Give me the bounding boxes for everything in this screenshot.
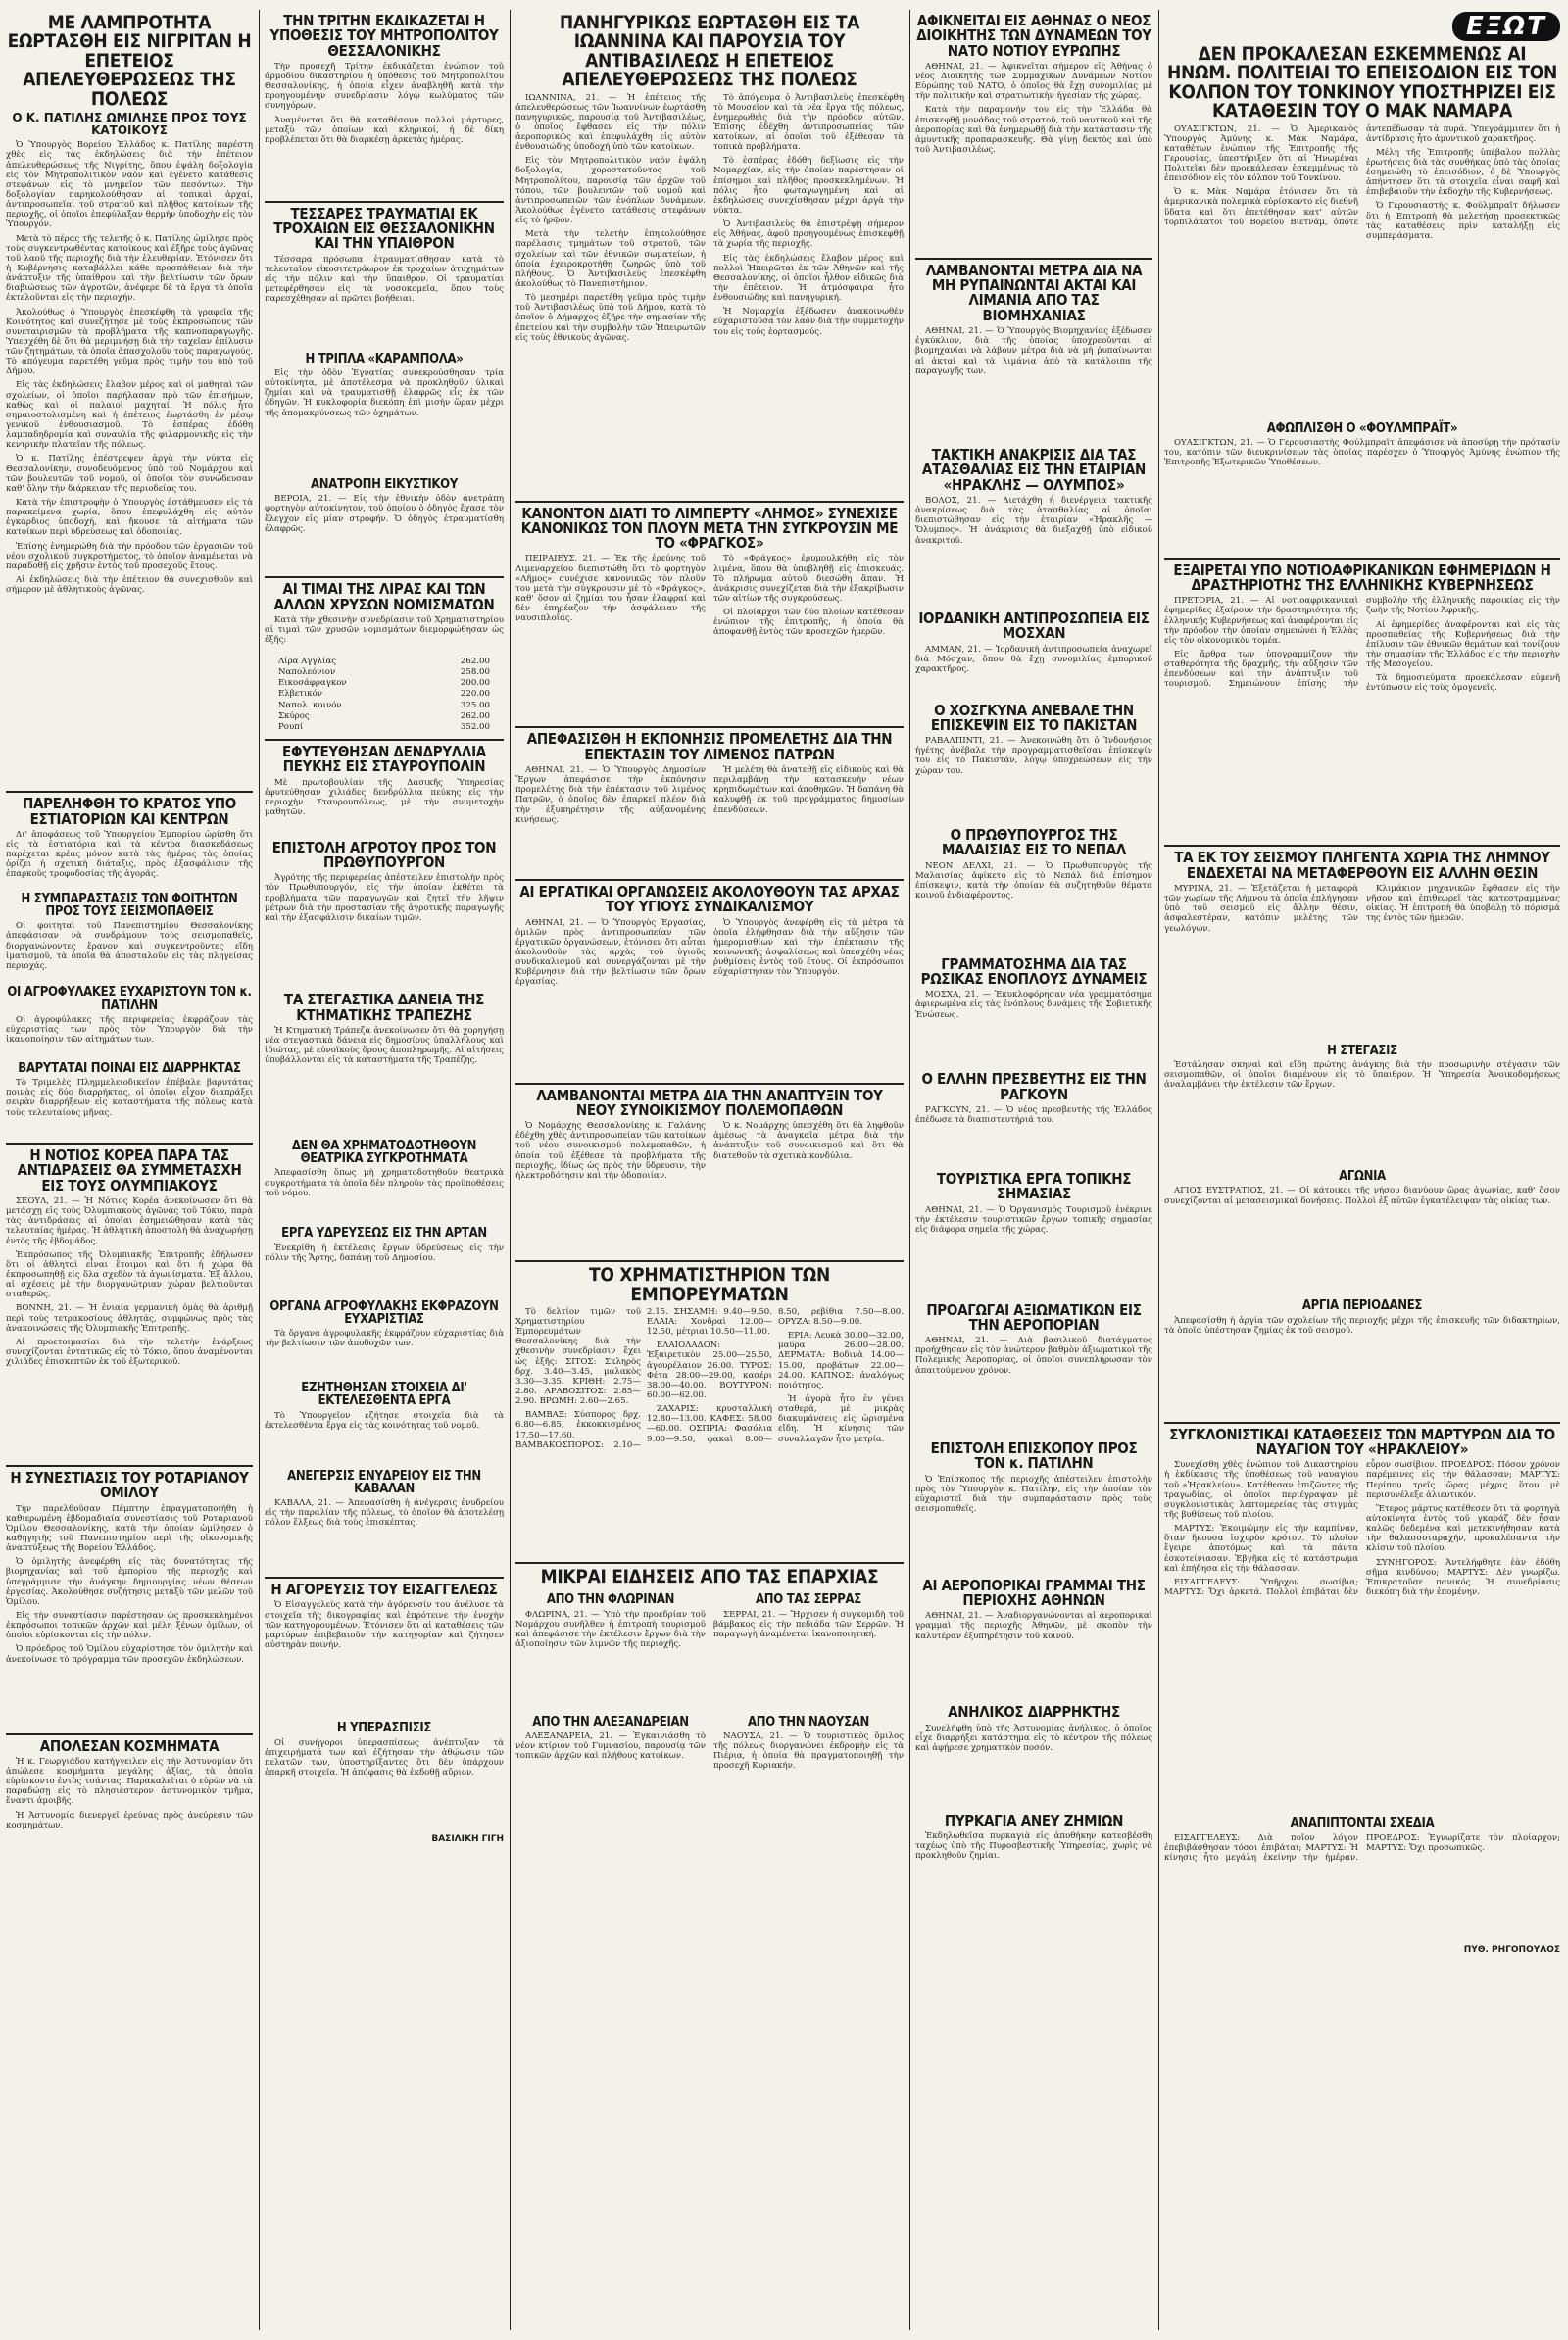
headline: ΑΙ ΕΡΓΑΤΙΚΑΙ ΟΡΓΑΝΩΣΕΙΣ ΑΚΟΛΟΥΘΟΥΝ ΤΑΣ ΑΡΧΑΣ ΤΟΥ ΥΓΙΟΥΣ ΣΥΝΔΙΚΑΛΙΣΜΟΥ [519,882,900,916]
column-2 [265,10,504,2330]
table-row: Λίρα Αγγλίας 262.00 [278,656,490,666]
regional-news [515,1589,904,1837]
article-text: Συνελήφθη ὑπὸ τῆς Ἀστυνομίας ἀνήλικος, ὁ ὁποῖος εἶχε διαρρήξει κατάστημα εἰς τὸ κέντρον τῆς πόλεως καὶ ἀφῄρεσε χρηματικὸν ποσόν. [915,1723,1152,1753]
article-text: Τέσσαρα πρόσωπα ἐτραυματίσθησαν κατὰ τὸ τελευταῖον εἰκοσιτετράωρον ἐκ τροχαίων ἀτυχημάτων εἰς τὴν πόλιν καὶ τὴν ὕπαιθρον. Οἱ τραυματίαι μετεφέρθησαν εἰς τὰ νοσοκομεῖα, ὅπου τοὺς παρεσχέθησαν αἱ πρῶται βοήθειαι. [265,254,504,305]
headline: Η ΣΥΝΕΣΤΙΑΣΙΣ ΤΟΥ ΡΟΤΑΡΙΑΝΟΥ ΟΜΙΛΟΥ [10,1468,249,1502]
headline: ΣΥΓΚΛΟΝΙΣΤΙΚΑΙ ΚΑΤΑΘΕΣΕΙΣ ΤΩΝ ΜΑΡΤΥΡΩΝ ΔΙΑ ΤΟ ΝΑΥΑΓΙΟΝ ΤΟΥ «ΗΡΑΚΛΕΙΟΥ» [1169,1425,1555,1458]
subheadline: ΑΝΑΠΙΠΤΟΝΤΑΙ ΣΧΕΔΙΑ [1290,1816,1435,1831]
article-text: ΑΘΗΝΑΙ, 21. — Ἀναδιοργανώνονται αἱ ἀεροπορικαὶ γραμμαὶ τῆς περιοχῆς Ἀθηνῶν, μὲ σκοπὸν τὴν καλυτέραν ἐξυπηρέτησιν τοῦ κοινοῦ. [915,1611,1152,1641]
headline: ΜΕ ΛΑΜΠΡΟΤΗΤΑ ΕΩΡΤΑΣΘΗ ΕΙΣ ΝΙΓΡΙΤΑΝ Η ΕΠΕΤΕΙΟΣ ΑΠΕΛΕΥΘΕΡΩΣΕΩΣ ΤΗΣ ΠΟΛΕΩΣ [7,12,252,110]
article-text: ΚΑΒΑΛΑ, 21. — Ἀπεφασίσθη ἡ ἀνέγερσις ἐνυδρείου εἰς τὴν παραλίαν τῆς πόλεως, τὸ ὁποῖον θὰ ἀποτελέσῃ πόλον ἕλξεως διὰ τοὺς ἐπισκέπτας. [265,1498,504,1529]
article-text: Οἱ φοιτηταὶ τοῦ Πανεπιστημίου Θεσσαλονίκης ἀπεφάσισαν νὰ συνδράμουν τοὺς σεισμοπαθεῖς, διοργανώνοντες ἔρανον καὶ συγκεντροῦντες εἴδη ἱματισμοῦ, τὰ ὁποῖα θὰ ἀποσταλοῦν εἰς τὰς πληγείσας περιοχάς. [6,921,253,971]
headline: ΓΡΑΜΜΑΤΟΣΗΜΑ ΔΙΑ ΤΑΣ ΡΩΣΙΚΑΣ ΕΝΟΠΛΟΥΣ ΔΥΝΑΜΕΙΣ [920,954,1148,989]
article-text: ΒΕΡΟΙΑ, 21. — Εἰς τὴν ἐθνικὴν ὁδὸν ἀνετράπη φορτηγὸν αὐτοκίνητον, τοῦ ὁποίου ὁ ὁδηγὸς ἔχασε τὸν ἔλεγχον εἰς μίαν στροφήν. Ὁ ὁδηγὸς ἐτραυματίσθη ἐλαφρῶς. [265,494,504,534]
headline: Ο ΧΟΣΓΚΥΝΑ ΑΝΕΒΑΛΕ ΤΗΝ ΕΠΙΣΚΕΨΙΝ ΕΙΣ ΤΟ ΠΑΚΙΣΤΑΝ [930,701,1138,734]
headline: ΤΗΝ ΤΡΙΤΗΝ ΕΚΔΙΚΑΖΕΤΑΙ Η ΥΠΟΘΕΣΙΣ ΤΟΥ ΜΗΤΡΟΠΟΛΙΤΟΥ ΘΕΣΣΑΛΟΝΙΚΗΣ [270,12,499,60]
article-text: Ἀπεφασίσθη ἡ ἀργία τῶν σχολείων τῆς περιοχῆς μέχρι τῆς ἐπισκευῆς τῶν διδακτηρίων, τὰ ὁποῖα ὑπέστησαν ζημίας ἐκ τοῦ σεισμοῦ. [1164,1315,1560,1336]
headline: ΤΑ ΕΚ ΤΟΥ ΣΕΙΣΜΟΥ ΠΛΗΓΕΝΤΑ ΧΩΡΙΑ ΤΗΣ ΛΗΜΝΟΥ ΕΝΔΕΧΕΤΑΙ ΝΑ ΜΕΤΑΦΕΡΘΟΥΝ ΕΙΣ ΑΛΛΗΝ ΘΕΣΙΝ [1174,849,1550,882]
headline: ΟΙ ΑΓΡΟΦΥΛΑΚΕΣ ΕΥΧΑΡΙΣΤΟΥΝ ΤΟΝ κ. ΠΑΤΙΛΗΝ [7,985,252,1013]
article-text: Τὴν παρελθοῦσαν Πέμπτην ἐπραγματοποιήθη ἡ καθιερωμένη ἑβδομαδιαία συνεστίασις τοῦ Ροταριανοῦ Ὁμίλου Θεσσαλονίκης, κατὰ τὴν ὁποίαν ὡμίλησεν ὁ καθηγητὴς τοῦ Πανεπιστημίου περὶ τῆς οἰκονομικῆς ἀναπτύξεως τῆς Βορείου Ἑλλάδος. Ὁ ὁμιλητὴς ἀνεφέρθη εἰς τὰς δυνατότητας τῆς βιομηχανίας καὶ τοῦ ἐμπορίου τῆς περιοχῆς καὶ ὑπεγράμμισε τὴν ἀνάγκην δημιουργίας νέων θέσεων ἐργασίας. Ἀκολούθησε συζήτησις μεταξὺ τῶν μελῶν τοῦ Ὁμίλου. Εἰς τὴν συνεστίασιν παρέστησαν ὡς προσκεκλημένοι ἐκπρόσωποι τοπικῶν ἀρχῶν καὶ μέλη ξένων ὁμίλων, οἱ ὁποῖοι εὑρίσκονται εἰς τὴν πόλιν. Ὁ πρόεδρος τοῦ Ὁμίλου εὐχαρίστησε τὸν ὁμιλητὴν καὶ ἀνεκοίνωσε τὸ πρόγραμμα τῶν προσεχῶν ἐκδηλώσεων. [6,1503,253,1665]
article-text: ΝΑΟΥΣΑ, 21. — Ὁ τουριστικὸς ὅμιλος τῆς πόλεως διοργανώνει ἐκδρομὴν εἰς τὰ Πιέρια, ἡ ὁποία θὰ πραγματοποιηθῇ τὴν προσεχῆ Κυριακήν. [713,1731,904,1772]
article-text: ΡΑΒΑΛΠΙΝΤΙ, 21. — Ἀνεκοινώθη ὅτι ὁ Ἰνδονήσιος ἡγέτης ἀνέβαλε τὴν προγραμματισθεῖσαν ἐπίσκεψίν του εἰς τὸ Πακιστάν, λόγῳ ὑποχρεώσεων εἰς τὴν χώραν του. [915,736,1152,776]
article-text: ΜΥΡΙΝΑ, 21. — Ἐξετάζεται ἡ μεταφορὰ τῶν χωρίων τῆς Λήμνου τὰ ὁποῖα ἐπλήγησαν ὑπὸ τοῦ σεισμοῦ εἰς ἄλλην θέσιν, ἀσφαλεστέραν, κατόπιν μελέτης τῶν γεωλόγων. Κλιμάκιον μηχανικῶν ἔφθασεν εἰς τὴν νῆσον καὶ ἐπιθεωρεῖ τὰς κατεστραμμένας οἰκίας. Ἡ ἐπιτροπὴ θὰ ὑποβάλῃ τὸ πόρισμά της ἐντὸς τῶν ἡμερῶν. [1164,883,1560,934]
article-text: Ἐνεκρίθη ἡ ἐκτέλεσις ἔργων ὑδρεύσεως εἰς τὴν πόλιν τῆς Ἄρτης, δαπάνῃ τοῦ Δημοσίου. [265,1243,504,1263]
article-text: ΑΘΗΝΑΙ, 21. — Διὰ βασιλικοῦ διατάγματος προήχθησαν εἰς τὸν ἀνώτερον βαθμὸν ἀξιωματικοὶ τῆς Πολεμικῆς Ἀεροπορίας, οἱ ὁποῖοι συνεπλήρωσαν τὸν ἀπαιτούμενον χρόνον. [915,1336,1152,1376]
headline: ΑΦΙΚΝΕΙΤΑΙ ΕΙΣ ΑΘΗΝΑΣ Ο ΝΕΟΣ ΔΙΟΙΚΗΤΗΣ ΤΩΝ ΔΥΝΑΜΕΩΝ ΤΟΥ ΝΑΤΟ ΝΟΤΙΟΥ ΕΥΡΩΠΗΣ [916,12,1152,60]
section-logo: ΕΞΩΤ [1452,12,1560,41]
article-text: Ὁ Νομάρχης Θεσσαλονίκης κ. Γαλάνης ἐδέχθη χθὲς ἀντιπροσωπείαν τῶν κατοίκων τοῦ νέου συνοικισμοῦ πολεμοπαθῶν, ἡ ὁποία τοῦ ἐξέθεσε τὰ προβλήματα τῆς περιοχῆς, ἰδίως ὡς πρὸς τὴν ὕδρευσιν, τὴν ἠλεκτροδότησιν καὶ τὴν ὁδοποιίαν. Ὁ κ. Νομάρχης ὑπεσχέθη ὅτι θὰ ληφθοῦν ἀμέσως τὰ ἀναγκαῖα μέτρα διὰ τὴν ἀνάπτυξιν τοῦ συνοικισμοῦ καὶ ὅτι θὰ διατεθοῦν τὰ σχετικὰ κονδύλια. [515,1121,904,1181]
table-row: Σκύρος 262.00 [278,710,490,721]
article-text: Ἀγρότης τῆς περιφερείας ἀπέστειλεν ἐπιστολὴν πρὸς τὸν Πρωθυπουργόν, εἰς τὴν ὁποίαν ἐκθέτει τὰ προβλήματα τῶν παραγωγῶν καὶ ζητεῖ τὴν λῆψιν μέτρων διὰ τὴν προστασίαν τῆς ἀγροτικῆς παραγωγῆς καὶ τὴν ἐξασφάλισιν δικαίων τιμῶν. [265,873,504,923]
article-text: Ἀπεφασίσθη ὅπως μὴ χρηματοδοτηθοῦν θεατρικὰ συγκροτήματα τὰ ὁποῖα δὲν πληροῦν τὰς προϋποθέσεις τοῦ νόμου. [265,1168,504,1198]
article-text: Ἐστάλησαν σκηναὶ καὶ εἴδη πρώτης ἀνάγκης διὰ τὴν προσωρινὴν στέγασιν τῶν σεισμοπαθῶν, οἱ ὁποῖοι διαμένουν εἰς τὸ ὕπαιθρον. Ἡ Ὑπηρεσία Ἀνοικοδομήσεως ἀναλαμβάνει τὴν ἐκτέλεσιν τῶν ἔργων. [1164,1060,1560,1091]
subheadline: ΑΠΟ ΤΗΝ ΝΑΟΥΣΑΝ [747,1714,870,1730]
section-masthead [1164,12,1560,41]
headline: Ο ΕΛΛΗΝ ΠΡΕΣΒΕΥΤΗΣ ΕΙΣ ΤΗΝ ΡΑΓΚΟΥΝ [921,1070,1147,1103]
headline: ΑΠΕΦΑΣΙΣΘΗ Η ΕΚΠΟΝΗΣΙΣ ΠΡΟΜΕΛΕΤΗΣ ΔΙΑ ΤΗΝ ΕΠΕΚΤΑΣΙΝ ΤΟΥ ΛΙΜΕΝΟΣ ΠΑΤΡΩΝ [526,730,893,763]
article-text: ΑΛΕΞΑΝΔΡΕΙΑ, 21. — Ἐγκαινιάσθη τὸ νέον κτίριον τοῦ Γυμνασίου, παρουσίᾳ τῶν τοπικῶν ἀρχῶν καὶ πλήθους κατοίκων. [515,1731,706,1762]
regional-news-right [713,1589,904,1837]
article-text: ΙΩΑΝΝΙΝΑ, 21. — Ἡ ἐπέτειος τῆς ἀπελευθερώσεως τῶν Ἰωαννίνων ἐωρτάσθη πανηγυρικῶς, παρουσίᾳ τοῦ Ἀντιβασιλέως, ὁ ὁποῖος ἔφθασεν εἰς τὴν πόλιν ἀεροπορικῶς καὶ ἐπεφυλάχθη εἰς αὐτὸν ἐνθουσιώδης ὑποδοχή ὑπὸ τῶν κατοίκων. Εἰς τὸν Μητροπολιτικὸν ναὸν ἐψάλη δοξολογία, χοροστατοῦντος τοῦ Μητροπολίτου, παρουσίᾳ τῶν ἀρχῶν τοῦ τόπου, τῶν βουλευτῶν τοῦ νομοῦ καὶ ἀντιπροσωπειῶν τῶν ἐνόπλων δυνάμεων. Ἀκολούθως ἐγένετο κατάθεσις στεφάνων εἰς τὸ ἡρῷον. Μετὰ τὴν τελετὴν ἐπηκολούθησε παρέλασις τμημάτων τοῦ στρατοῦ, τῶν σχολείων καὶ τῶν ἐθνικῶν σωματείων, ἡ ὁποία ἐχειροκροτήθη ζωηρῶς ὑπὸ τοῦ πλήθους. Ὁ Ἀντιβασιλεὺς ἐπεσκέφθη ἀκολούθως τὸ Πανεπιστήμιον. Τὸ μεσημέρι παρετέθη γεῦμα πρὸς τιμὴν τοῦ Ἀντιβασιλέως ὑπὸ τοῦ Δήμου, κατὰ τὸ ὁποῖον ὁ Δήμαρχος ἐξῆρε τὴν σημασίαν τῆς ἐπετείου καὶ τὴν συμβολὴν τῶν Ἠπειρωτῶν εἰς τοὺς ἐθνικοὺς ἀγῶνας. Τὸ ἀπόγευμα ὁ Ἀντιβασιλεὺς ἐπεσκέφθη τὸ Μουσεῖον καὶ τὰ νέα ἔργα τῆς πόλεως, ἐνημερωθεὶς διὰ τὴν πρόοδον αὐτῶν. Ἐπίσης ἐδέχθη ἀντιπροσωπείας τῶν κατοίκων, αἱ ὁποῖαι τοῦ ἐξέθεσαν τὰ τοπικὰ προβλήματα. Τὸ ἑσπέρας ἐδόθη δεξίωσις εἰς τὴν Νομαρχίαν, εἰς τὴν ὁποίαν παρέστησαν οἱ ἐπίσημοι καὶ πλῆθος προσκεκλημένων. Ἡ πόλις ἦτο φωταγωγημένη καὶ αἱ ἐκδηλώσεις συνεχίσθησαν μέχρι ἀργὰ τὴν νύκτα. Ὁ Ἀντιβασιλεὺς θὰ ἐπιστρέψῃ σήμερον εἰς Ἀθήνας, ἀφοῦ προηγουμένως ἐπισκεφθῇ τὰ χωρία τῆς περιοχῆς. Εἰς τὰς ἐκδηλώσεις ἔλαβον μέρος καὶ πολλοὶ Ἠπειρῶται ἐκ τῶν Ἀθηνῶν καὶ τῆς Θεσσαλονίκης, οἱ ὁποῖοι ἦλθον εἰδικῶς διὰ τὴν ἐπέτειον. Ἡ ἀτμόσφαιρα ἦτο ἐνθουσιώδης καὶ πανηγυρική. Ἡ Νομαρχία ἐξέδωσεν ἀνακοινωθὲν εὐχαριστοῦσα τὸν λαὸν διὰ τὴν συμμετοχήν του εἰς τοὺς ἑορτασμούς. [515,92,904,343]
column-rule [1158,10,1159,2330]
byline: ΒΑΣΙΛΙΚΗ ΓΙΓΗ [431,1833,504,1844]
table-row: Ναπολεόνιον 258.00 [278,667,490,678]
headline: ΕΠΙΣΤΟΛΗ ΕΠΙΣΚΟΠΟΥ ΠΡΟΣ ΤΟΝ κ. ΠΑΤΙΛΗΝ [930,1439,1138,1473]
article-text: ΟΥΑΣΙΓΚΤΩΝ, 21. — Ὁ Ἀμερικανὸς Ὑπουργὸς Ἀμύνης κ. Μὰκ Ναμάρα, καταθέτων ἐνώπιον τῆς Ἐπιτροπῆς τῆς Γερουσίας, ὑπεστήριξεν ὅτι αἱ Ἡνωμέναι Πολιτεῖαι δὲν προεκάλεσαν ἐσκεμμένως τὸ ἐπεισόδιον εἰς τὸν κόλπον τοῦ Τονκίνου. Ὁ κ. Μὰκ Ναμάρα ἐτόνισεν ὅτι τὰ ἀμερικανικὰ πολεμικὰ εὑρίσκοντο εἰς διεθνῆ ὕδατα καὶ ὅτι ἐπετέθησαν κατ' αὐτῶν τορπιλάκατοι τοῦ Βορείου Βιετνάμ, ὁπότε ἀντεπέδωσαν τὰ πυρά. Ὑπεγράμμισεν ὅτι ἡ ἀντίδρασις ἦτο ἀμυντικοῦ χαρακτῆρος. Μέλη τῆς Ἐπιτροπῆς ὑπέβαλον πολλὰς ἐρωτήσεις διὰ τὰς συνθήκας ὑπὸ τὰς ὁποίας ἐσημειώθη τὸ ἐπεισόδιον, ὁ δὲ Ὑπουργὸς ἀπήντησεν ὅτι τὰ στοιχεῖα εἶναι σαφῆ καὶ ἐπιβεβαιοῦν τὴν ἐκδοχὴν τῆς Κυβερνήσεως. Ὁ Γερουσιαστὴς κ. Φούλμπραϊτ δήλωσεν ὅτι ἡ Ἐπιτροπὴ θὰ μελετήσῃ προσεκτικῶς τὰς καταθέσεις πρὶν καταλήξῃ εἰς συμπεράσματα. [1164,123,1560,241]
subheadline: Ο Κ. ΠΑΤΙΛΗΣ ΩΜΙΛΗΣΕ ΠΡΟΣ ΤΟΥΣ ΚΑΤΟΙΚΟΥΣ [12,110,247,138]
regional-news-left [515,1589,706,1837]
article-text: Τὸ δελτίον τιμῶν τοῦ Χρηματιστηρίου Ἐμπορευμάτων Θεσσαλονίκης διὰ τὴν χθεσινὴν συνεδρίασιν ἔχει ὡς ἑξῆς: ΣΙΤΟΣ: Σκληρὸς δρχ. 3.40—3.45, μαλακὸς 3.30—3.35. ΚΡΙΘΗ: 2.75—2.80. ΑΡΑΒΟΣΙΤΟΣ: 2.85—2.90. ΒΡΩΜΗ: 2.60—2.65. ΒΑΜΒΑΞ: Σύσπορος δρχ. 6.80—6.85, ἐκκοκκισμένος 17.50—17.60. ΒΑΜΒΑΚΟΣΠΟΡΟΣ: 2.10—2.15. ΣΗΣΑΜΗ: 9.40—9.50. ΕΛΑΙΑ: Χονδραὶ 12.00—12.50, μέτριαι 10.50—11.00. ΕΛΑΙΟΛΑΔΟΝ: Ἐξαιρετικὸν 25.00—25.50, ἀγουρέλαιον 26.00. ΤΥΡΟΣ: Φέτα 28.00—29.00, κασέρι 38.00—40.00. ΒΟΥΤΥΡΟΝ: 60.00—62.00. ΖΑΧΑΡΙΣ: κρυσταλλική 12.80—13.00. ΚΑΦΕΣ: 58.00—60.00. ΟΣΠΡΙΑ: Φασόλια 9.00—9.50, φακαὶ 8.00—8.50, ρεβίθια 7.50—8.00. ΟΡΥΖΑ: 8.50—9.00. ΕΡΙΑ: Λευκὰ 30.00—32.00, μαῦρα 26.00—28.00. ΔΕΡΜΑΤΑ: Βοδινὰ 14.00—15.00, προβάτων 22.00—24.00. ΚΑΠΝΟΣ: ἀναλόγως ποιότητος. Ἡ ἀγορὰ ἦτο ἐν γένει σταθερά, μὲ μικρὰς διακυμάνσεις εἰς ὡρισμένα εἴδη. Ἡ κίνησις τῶν συναλλαγῶν ἦτο μετρία. [515,1306,904,1450]
headline: ΠΡΟΑΓΩΓΑΙ ΑΞΙΩΜΑΤΙΚΩΝ ΕΙΣ ΤΗΝ ΑΕΡΟΠΟΡΙΑΝ [926,1300,1142,1334]
article-text: Ὁ Ὑπουργὸς Βορείου Ἑλλάδος κ. Πατίλης παρέστη χθὲς εἰς τὰς ἐκδηλώσεις διὰ τὴν ἐπέτειον ἀπελευθερώσεως τῆς Νιγρίτης, ὅπου ἐψάλη δοξολογία εἰς τὸν Μητροπολιτικὸν ναὸν καὶ ἐγένετο κατάθεσις στεφάνων εἰς τὸ μνημεῖον τῶν πεσόντων. Τὴν δοξολογίαν παρηκολούθησαν αἱ τοπικαὶ ἀρχαί, ἀντιπροσωπεῖαι τοῦ στρατοῦ καὶ πλῆθος κατοίκων τῆς περιοχῆς, οἱ ὁποῖοι ἐπεφύλαξαν θερμὴν ὑποδοχὴν εἰς τὸν Ὑπουργόν. Μετὰ τὸ πέρας τῆς τελετῆς ὁ κ. Πατίλης ὡμίλησε πρὸς τοὺς συγκεντρωθέντας κατοίκους καὶ ἐξῆρε τοὺς ἀγῶνας τοῦ λαοῦ τῆς περιοχῆς διὰ τὴν ἐλευθερίαν. Ἐτόνισεν ὅτι ἡ Κυβέρνησις καταβάλλει κάθε προσπάθειαν διὰ τὴν ἀνάπτυξιν τῆς ὑπαίθρου καὶ τὴν βελτίωσιν τῶν ὅρων διαβιώσεως τῶν ἀγροτῶν, ἀνέφερε δὲ τὰ ἔργα τὰ ὁποῖα ἐκτελοῦνται εἰς τὴν περιοχήν. Ἀκολούθως ὁ Ὑπουργὸς ἐπεσκέφθη τὰ γραφεῖα τῆς Κοινότητος καὶ συνεζήτησε μὲ τοὺς ἐκπροσώπους τῶν συνεταιρισμῶν τὰ προβλήματα τῆς καπνοπαραγωγῆς. Ὑπεσχέθη δὲ ὅτι θὰ μεριμνήσῃ διὰ τὴν ταχεῖαν ἐπίλυσιν τῶν ζητημάτων, τὰ ὁποῖα ἀπασχολοῦν τοὺς παραγωγούς. Τὸ ἀπόγευμα παρετέθη γεῦμα πρὸς τιμὴν του ὑπὸ τοῦ Δήμου. Εἰς τὰς ἐκδηλώσεις ἔλαβον μέρος καὶ οἱ μαθηταὶ τῶν σχολείων, οἱ ὁποῖοι παρήλασαν πρὸ τῶν ἐπισήμων, καθὼς καὶ οἱ παλαιοὶ μαχηταί. Ἡ πόλις ἦτο σημαιοστολισμένη καὶ ἡ ἐπέτειος ἐωρτάσθη ἐν μέσῳ γενικοῦ ἐνθουσιασμοῦ. Τὸ ἑσπέρας ἐδόθη λαμπαδηδρομία καὶ συναυλία τῆς φιλαρμονικῆς εἰς τὴν κεντρικὴν πλατεῖαν τῆς πόλεως. Ὁ κ. Πατίλης ἐπέστρεψεν ἀργὰ τὴν νύκτα εἰς Θεσσαλονίκην, συνοδευόμενος ὑπὸ τοῦ Νομάρχου καὶ τῶν βουλευτῶν τοῦ νομοῦ, οἱ ὁποῖοι τὸν συνώδευσαν καθ' ὅλην τὴν διάρκειαν τῆς περιοδείας του. Κατὰ τὴν ἐπιστροφὴν ὁ Ὑπουργὸς ἐστάθμευσεν εἰς τὰ παρακείμενα χωρία, ὅπου ἐπεφυλάχθη εἰς αὐτὸν ἐγκάρδιος ὑποδοχή, καὶ ἤκουσε τὰ αἰτήματα τῶν κατοίκων περὶ ὑδρεύσεως καὶ ὁδοποιίας. Ἐπίσης ἐνημερώθη διὰ τὴν πρόοδον τῶν ἐργασιῶν τοῦ νέου σχολικοῦ συγκροτήματος, τὸ ὁποῖον ἀναμένεται νὰ παραδοθῇ εἰς χρῆσιν ἐντὸς τοῦ προσεχοῦς ἔτους. Αἱ ἐκδηλώσεις διὰ τὴν ἐπέτειον θὰ συνεχισθοῦν καὶ σήμερον μὲ ἀθλητικοὺς ἀγῶνας. [6,140,253,596]
article-text: ΡΑΓΚΟΥΝ, 21. — Ὁ νέος πρεσβευτὴς τῆς Ἑλλάδος ἐπέδωσε τὰ διαπιστευτήριά του. [915,1104,1152,1126]
subheadline: ΑΦΩΠΛΙΣΘΗ Ο «ΦΟΥΛΜΠΡΑΪΤ» [1266,420,1458,436]
headline: ΛΑΜΒΑΝΟΝΤΑΙ ΜΕΤΡΑ ΔΙΑ ΝΑ ΜΗ ΡΥΠΑΙΝΩΝΤΑΙ ΑΚΤΑΙ ΚΑΙ ΛΙΜΑΝΙΑ ΑΠΟ ΤΑΣ ΒΙΟΜΗΧΑΝΙΑΣ [925,261,1143,324]
headline: ΕΞΑΙΡΕΤΑΙ ΥΠΟ ΝΟΤΙΟΑΦΡΙΚΑΝΙΚΩΝ ΕΦΗΜΕΡΙΔΩΝ Η ΔΡΑΣΤΗΡΙΟΤΗΣ ΤΗΣ ΕΛΛΗΝΙΚΗΣ ΚΥΒΕΡΝΗΣΕΩΣ [1173,561,1551,595]
subheadline: ΑΡΓΙΑ ΠΕΡΙΟΔΑΝΕΣ [1301,1298,1423,1314]
table-row: Ελβετικόν 220.00 [278,689,490,700]
article-text: ΑΘΗΝΑΙ, 21. — Ἀφικνεῖται σήμερον εἰς Ἀθήνας ὁ νέος Διοικητὴς τῶν Συμμαχικῶν Δυνάμεων Νοτίου Εὐρώπης τοῦ ΝΑΤΟ, ὁ ὁποῖος θὰ ἔχῃ συνομιλίας μὲ τὴν πολιτικὴν καὶ στρατιωτικὴν ἡγεσίαν τῆς χώρας. Κατὰ τὴν παραμονήν του εἰς τὴν Ἑλλάδα θὰ ἐπισκεφθῇ μονάδας τοῦ στρατοῦ, τοῦ ναυτικοῦ καὶ τῆς ἀεροπορίας καὶ θὰ ἐνημερωθῇ διὰ τὴν κατάστασιν τῆς ἀμυντικῆς προπαρασκευῆς. Θὰ γίνῃ δεκτὸς καὶ ὑπὸ τοῦ Ἀντιβασιλέως. [915,61,1152,156]
article-text: Δι' ἀποφάσεως τοῦ Ὑπουργείου Ἐμπορίου ὡρίσθη ὅτι εἰς τὰ ἑστιατόρια καὶ τὰ κέντρα διασκεδάσεως παρέχεται κρέας μόνον κατὰ τὰς ἡμέρας τὰς ὁποίας ὁρίζει ἡ σχετικὴ διάταξις, πρὸς ἐξασφάλισιν τῆς ἐπαρκοῦς τροφοδοσίας τῆς ἀγορᾶς. [6,829,253,880]
headline: ΕΠΙΣΤΟΛΗ ΑΓΡΟΤΟΥ ΠΡΟΣ ΤΟΝ ΠΡΩΘΥΠΟΥΡΓΟΝ [271,838,497,871]
article-text: Ὁ Εἰσαγγελεὺς κατὰ τὴν ἀγόρευσίν του ἀνέλυσε τὰ στοιχεῖα τῆς δικογραφίας καὶ ἐπρότεινε τὴν ἐνοχὴν τῶν κατηγορουμένων. Ἐτόνισεν ὅτι αἱ καταθέσεις τῶν μαρτύρων ἐπιβεβαιοῦν τὴν κατηγορίαν καὶ ζήτησεν αὐστηρὰν ποινήν. [265,1600,504,1650]
article-text: ΠΡΕΤΟΡΙΑ, 21. — Αἱ νοτιοαφρικανικαὶ ἐφημερίδες ἐξαίρουν τὴν δραστηριότητα τῆς ἑλληνικῆς Κυβερνήσεως καὶ ἀναφέρονται εἰς τὴν πρόοδον τὴν ὁποίαν σημειώνει ἡ Ἑλλὰς εἰς τὸν οἰκονομικὸν τομέα. Εἰς ἄρθρα των ὑπογραμμίζουν τὴν σταθερότητα τῆς δραχμῆς, τὴν αὔξησιν τῶν ἐπενδύσεων καὶ τὴν ἀνάπτυξιν τοῦ τουρισμοῦ. Σημειώνουν ἐπίσης τὴν συμβολὴν τῆς ἑλληνικῆς παροικίας εἰς τὴν ζωὴν τῆς Νοτίου Ἀφρικῆς. Αἱ ἐφημερίδες ἀναφέρονται καὶ εἰς τὰς προσπαθείας τῆς Κυβερνήσεως διὰ τὴν ἐπίλυσιν τῶν ἐθνικῶν θεμάτων καὶ τονίζουν τὴν σημασίαν τῆς Ἑλλάδος εἰς τὴν περιοχὴν τῆς Μεσογείου. Τὰ δημοσιεύματα προεκάλεσαν εὐμενῆ ἐντύπωσιν εἰς τοὺς ὁμογενεῖς. [1164,596,1560,694]
column-rule [909,10,910,2330]
headline: ΠΑΡΕΛΗΦΘΗ ΤΟ ΚΡΑΤΟΣ ΥΠΟ ΕΣΤΙΑΤΟΡΙΩΝ ΚΑΙ ΚΕΝΤΡΩΝ [23,795,236,828]
article-text: Ὁ Ἐπίσκοπος τῆς περιοχῆς ἀπέστειλεν ἐπιστολὴν πρὸς τὸν Ὑπουργὸν κ. Πατίλην, εἰς τὴν ὁποίαν τὸν εὐχαριστεῖ διὰ τὴν συμπαράστασιν πρὸς τοὺς σεισμοπαθεῖς. [915,1474,1152,1515]
article-text: ΣΕΟΥΛ, 21. — Ἡ Νότιος Κορέα ἀνεκοίνωσεν ὅτι θὰ μετάσχῃ εἰς τοὺς Ὀλυμπιακοὺς ἀγῶνας τοῦ Τόκιο, παρὰ τὰς ἀντιδράσεις αἱ ὁποῖαι ἐσημειώθησαν κατὰ τὰς τελευταίας ἡμέρας. Ἡ ἀθλητικὴ ἀποστολὴ θὰ ἀναχωρήσῃ ἐντὸς τῆς ἑβδομάδος. Ἐκπρόσωπος τῆς Ὀλυμπιακῆς Ἐπιτροπῆς ἐδήλωσεν ὅτι οἱ ἀθληταὶ εἶναι ἕτοιμοι καὶ ὅτι ἡ χώρα θὰ ἐκπροσωπηθῇ εἰς ὅλα σχεδὸν τὰ ἀγωνίσματα. Ἐξ ἄλλου, αἱ σχέσεις μὲ τὴν διοργανώτριαν χώραν βελτιοῦνται σταθερῶς. ΒΟΝΝΗ, 21. — Ἡ ἑνιαία γερμανικὴ ὁμὰς θὰ ἀριθμῇ περὶ τοὺς τετρακοσίους ἀθλητάς, συμφώνως πρὸς τὰς ἀνακοινώσεις τῆς Ὀλυμπιακῆς Ἐπιτροπῆς. Αἱ προετοιμασίαι διὰ τὴν τελετὴν ἐνάρξεως συνεχίζονται ἐντατικῶς εἰς τὸ Τόκιο, ὅπου ἀναμένονται χιλιάδες ἐπισκεπτῶν ἐκ τοῦ ἐξωτερικοῦ. [6,1195,253,1368]
article-text: ΑΓΙΟΣ ΕΥΣΤΡΑΤΙΟΣ, 21. — Οἱ κάτοικοι τῆς νήσου διανύουν ὥρας ἀγωνίας, καθ' ὅσον συνεχίζονται αἱ μετασεισμικαὶ δονήσεις. Πολλοὶ ἐξ αὐτῶν ἐγκατέλειψαν τὰς οἰκίας των. [1164,1186,1560,1206]
headline: ΔΕΝ ΠΡΟΚΑΛΕΣΑΝ ΕΣΚΕΜΜΕΝΩΣ ΑΙ ΗΝΩΜ. ΠΟΛΙΤΕΙΑΙ ΤΟ ΕΠΕΙΣΟΔΙΟΝ ΕΙΣ ΤΟΝ ΚΟΛΠΟΝ ΤΟΥ ΤΟΝΚΙΝΟΥ ΥΠΟΣΤΗΡΙΖΕΙ ΕΙΣ ΚΑΤΑΘΕΣΙΝ ΤΟΥ Ο ΜΑΚ ΝΑΜΑΡΑ [1166,43,1558,122]
table-row: Εικοσάφραγκον 200.00 [278,678,490,689]
article-text: Τὴν προσεχῆ Τρίτην ἐκδικάζεται ἐνώπιον τοῦ ἁρμοδίου δικαστηρίου ἡ ὑπόθεσις τοῦ Μητροπολίτου Θεσσαλονίκης, ἡ ὁποία εἶχεν ἀναβληθῆ κατὰ τὴν προηγουμένην συνεδρίασιν λόγῳ κωλύματος τῶν συνηγόρων. Ἀναμένεται ὅτι θὰ καταθέσουν πολλοὶ μάρτυρες, μεταξὺ τῶν ὁποίων καὶ κληρικοί, ἡ δὲ δίκη προβλέπεται ὅτι θὰ διαρκέσῃ ἀρκετὰς ἡμέρας. [265,61,504,145]
headline: Η ΤΡΙΠΛΑ «ΚΑΡΑΜΠΟΛΑ» [305,351,464,366]
headline: ΒΑΡΥΤΑΤΑΙ ΠΟΙΝΑΙ ΕΙΣ ΔΙΑΡΡΗΚΤΑΣ [18,1060,241,1076]
headline: ΛΑΜΒΑΝΟΝΤΑΙ ΜΕΤΡΑ ΔΙΑ ΤΗΝ ΑΝΑΠΤΥΞΙΝ ΤΟΥ ΝΕΟΥ ΣΥΝΟΙΚΙΣΜΟΥ ΠΟΛΕΜΟΠΑΘΩΝ [536,1086,883,1119]
table-row: Ρουπί 352.00 [278,721,490,732]
article-text: Τὰ ὄργανα ἀγροφυλακῆς ἐκφράζουν εὐχαριστίας διὰ τὴν βελτίωσιν τῶν ἀποδοχῶν των. [265,1329,504,1349]
headline: ΤΑΚΤΙΚΗ ΑΝΑΚΡΙΣΙΣ ΔΙΑ ΤΑΣ ΑΤΑΣΘΑΛΙΑΣ ΕΙΣ ΤΗΝ ΕΤΑΙΡΙΑΝ «ΗΡΑΚΛΗΣ — ΟΛΥΜΠΟΣ» [921,446,1147,494]
subheadline: Η ΣΤΕΓΑΣΙΣ [1327,1043,1397,1058]
gold-rates-table [265,657,504,733]
article-text: ΒΟΛΟΣ, 21. — Διετάχθη ἡ διενέργεια τακτικῆς ἀνακρίσεως διὰ τὰς ἀτασθαλίας αἱ ὁποῖαι διεπιστώθησαν εἰς τὴν ἑταιρίαν «Ἡρακλῆς — Ὄλυμπος». Ἡ ἀνάκρισις θὰ διεξαχθῇ ὑπὸ εἰδικοῦ ἀνακριτοῦ. [915,495,1152,546]
article-text: ΟΥΑΣΙΓΚΤΩΝ, 21. — Ὁ Γερουσιαστὴς Φούλμπραϊτ ἀπεφάσισε νὰ ἀποσύρῃ τὴν πρότασίν του, κατόπιν τῶν διευκρινίσεων τὰς ὁποίας παρέσχεν ὁ Ὑπουργὸς Ἀμύνης ἐνώπιον τῆς Ἐπιτροπῆς Ἐξωτερικῶν Ὑποθέσεων. [1164,437,1560,468]
headline: ΜΙΚΡΑΙ ΕΙΔΗΣΕΙΣ ΑΠΟ ΤΑΣ ΕΠΑΡΧΙΑΣ [540,1565,879,1587]
article-text: ΑΜΜΑΝ, 21. — Ἰορδανικὴ ἀντιπροσωπεία ἀναχωρεῖ διὰ Μόσχαν, ὅπου θὰ ἔχῃ συνομιλίας ἐμπορικοῦ χαρακτῆρος. [915,644,1152,674]
subheadline: ΑΓΩΝΙΑ [1339,1169,1386,1185]
headline: ΑΝΑΤΡΟΠΗ ΕΙΚΥΣΤΙΚΟΥ [311,477,458,493]
article-text: Εἰς τὴν ὁδὸν Ἐγνατίας συνεκρούσθησαν τρία αὐτοκίνητα, μὲ ἀποτέλεσμα νὰ προκληθοῦν ὑλικαὶ ζημίαι καὶ νὰ τραυματισθῇ ἐλαφρῶς εἷς ἐκ τῶν ὁδηγῶν. Ἡ κυκλοφορία διεκόπη ἐπὶ μισὴν ὥραν μέχρι τῆς ἀπομακρύνσεως τῶν ὀχημάτων. [265,368,504,418]
headline: ΑΝΕΓΕΡΣΙΣ ΕΝΥΔΡΕΙΟΥ ΕΙΣ ΤΗΝ ΚΑΒΑΛΑΝ [287,1468,481,1496]
article-text: ΕΙΣΑΓΓΕΛΕΥΣ: Διὰ ποῖον λόγον ἐπεβιβάσθησαν τόσοι ἐπιβάται; ΜΑΡΤΥΣ: Ἡ κίνησις ἦτο μεγάλη ἐκείνην τὴν ἡμέραν. ΠΡΟΕΔΡΟΣ: Ἐγνωρίζατε τὸν πλοίαρχον; ΜΑΡΤΥΣ: Ὄχι προσωπικῶς. [1164,1832,1560,1863]
headline: ΑΝΗΛΙΚΟΣ ΔΙΑΡΡΗΚΤΗΣ [948,1703,1120,1722]
article-text: ΑΘΗΝΑΙ, 21. — Ὁ Ὑπουργὸς Ἐργασίας, ὁμιλῶν πρὸς ἀντιπροσωπείαν τῶν ἐργατικῶν ὀργανώσεων, ἐτόνισεν ὅτι αὗται ἀκολουθοῦν τὰς ἀρχὰς τοῦ ὑγιοῦς συνδικαλισμοῦ καὶ συνεργάζονται μὲ τὴν Κυβέρνησιν διὰ τὴν βελτίωσιν τῶν ὅρων ἐργασίας. Ὁ Ὑπουργὸς ἀνεφέρθη εἰς τὰ μέτρα τὰ ὁποῖα ἐλήφθησαν διὰ τὴν αὔξησιν τῶν ἡμερομισθίων καὶ τὴν ἐπέκτασιν τῆς κοινωνικῆς ἀσφαλίσεως καὶ ὑπεσχέθη νέας ῥυθμίσεις ἐντὸς τοῦ ἔτους. Οἱ ἐκπρόσωποι εὐχαρίστησαν τὸν Ὑπουργόν. [515,917,904,988]
headline: ΤΑ ΣΤΕΓΑΣΤΙΚΑ ΔΑΝΕΙΑ ΤΗΣ ΚΤΗΜΑΤΙΚΗΣ ΤΡΑΠΕΖΗΣ [283,991,485,1024]
article-text: Τὸ Τριμελὲς Πλημμελειοδικεῖον ἐπέβαλε βαρυτάτας ποινὰς εἰς δύο διαρρήκτας, οἱ ὁποῖοι εἶχον διαπράξει σειρὰν διαρρήξεων εἰς καταστήματα τῆς πόλεως κατὰ τοὺς τελευταίους μῆνας. [6,1078,253,1118]
headline: ΠΑΝΗΓΥΡΙΚΩΣ ΕΩΡΤΑΣΘΗ ΕΙΣ ΤΑ ΙΩΑΝΝΙΝΑ ΚΑΙ ΠΑΡΟΥΣΙΑ ΤΟΥ ΑΝΤΙΒΑΣΙΛΕΩΣ Η ΕΠΕΤΕΙΟΣ ΑΠΕΛΕΥΘΕΡΩΣΕΩΣ ΤΗΣ ΠΟΛΕΩΣ [559,12,860,91]
article-text: ΑΘΗΝΑΙ, 21. — Ὁ Ὑπουργὸς Βιομηχανίας ἐξέδωσεν ἐγκύκλιον, διὰ τῆς ὁποίας ὑποχρεοῦνται αἱ βιομηχανίαι νὰ λάβουν μέτρα διὰ νὰ μὴ ῥυπαίνωνται αἱ ἀκταὶ καὶ τὰ λιμάνια ἀπὸ τὰ κατάλοιπα τῆς παραγωγῆς των. [915,326,1152,376]
headline: Η ΑΓΟΡΕΥΣΙΣ ΤΟΥ ΕΙΣΑΓΓΕΛΕΩΣ [270,1581,498,1599]
headline: ΤΕΣΣΑΡΕΣ ΤΡΑΥΜΑΤΙΑΙ ΕΚ ΤΡΟΧΑΙΩΝ ΕΙΣ ΘΕΣΣΑΛΟΝΙΚΗΝ ΚΑΙ ΤΗΝ ΥΠΑΙΘΡΟΝ [273,204,495,253]
article-text: ΑΘΗΝΑΙ, 21. — Ὁ Ὑπουργὸς Δημοσίων Ἔργων ἀπεφάσισε τὴν ἐκπόνησιν προμελέτης διὰ τὴν ἐπέκτασιν τοῦ λιμένος Πατρῶν, ὁ ὁποῖος δὲν ἐπαρκεῖ πλέον διὰ τὴν ἐξυπηρέτησιν τῆς αὐξανομένης κινήσεως. Ἡ μελέτη θὰ ἀνατεθῇ εἰς εἰδικοὺς καὶ θὰ περιλαμβάνῃ τὴν κατασκευὴν νέων κρηπιδωμάτων καὶ ἀποθηκῶν. Ἡ δαπάνη θὰ καλυφθῇ ἐκ τοῦ προγράμματος δημοσίων ἐπενδύσεων. [515,764,904,825]
article-text: ΠΕΙΡΑΙΕΥΣ, 21. — Ἐκ τῆς ἐρεύνης τοῦ Λιμεναρχείου διεπιστώθη ὅτι τὸ φορτηγὸν «Λῆμος» συνέχισε κανονικῶς τὸν πλοῦν του μετὰ τὴν σύγκρουσιν μὲ τὸ «Φράγκος», καθ' ὅσον αἱ ζημίαι του ἦσαν ἐλαφραί καὶ δὲν ἐπηρέαζον τὴν ἀσφάλειαν τῆς ναυσιπλοΐας. Τὸ «Φράγκος» ἐρυμουλκήθη εἰς τὸν λιμένα, ὅπου θὰ ὑποβληθῇ εἰς ἐπισκευάς. Τὸ πλήρωμα αὐτοῦ διεσώθη ἅπαν. Ἡ ἀνάκρισις συνεχίζεται διὰ τὴν ἐξακρίβωσιν τῶν αἰτίων τῆς συγκρούσεως. Οἱ πλοίαρχοι τῶν δύο πλοίων κατέθεσαν ἐνώπιον τῆς ἐπιτροπῆς, ἡ ὁποία θὰ ἀποφανθῇ ἐντὸς τῶν προσεχῶν ἡμερῶν. [515,554,904,638]
subheadline: ΑΠΟ ΤΗΝ ΑΛΕΞΑΝΔΡΕΙΑΝ [532,1714,689,1730]
headline: ΟΡΓΑΝΑ ΑΓΡΟΦΥΛΑΚΗΣ ΕΚΦΡΑΖΟΥΝ ΕΥΧΑΡΙΣΤΙΑΣ [270,1298,499,1327]
headline: ΠΥΡΚΑΓΙΑ ΑΝΕΥ ΖΗΜΙΩΝ [944,1811,1124,1829]
headline: Η ΣΥΜΠΑΡΑΣΤΑΣΙΣ ΤΩΝ ΦΟΙΤΗΤΩΝ ΠΡΟΣ ΤΟΥΣ ΣΕΙΣΜΟΠΑΘΕΙΣ [21,891,238,920]
column-5 [1164,10,1560,2330]
article-text: Ἡ Κτηματικὴ Τράπεζα ἀνεκοίνωσεν ὅτι θὰ χορηγήσῃ νέα στεγαστικὰ δάνεια εἰς δημοσίους ὑπαλλήλους καὶ ἰδιώτας, μὲ εὐνοϊκοὺς ὅρους ἀποπληρωμῆς. Αἱ αἰτήσεις ὑποβάλλονται εἰς τὰ καταστήματα τῆς Τραπέζης. [265,1025,504,1066]
article-text: Οἱ συνήγοροι ὑπερασπίσεως ἀνέπτυξαν τὰ ἐπιχειρήματά των καὶ ἐζήτησαν τὴν ἀθῴωσιν τῶν πελατῶν των, ὑποστηρίξαντες ὅτι δὲν ὑπάρχουν ἐπαρκῆ στοιχεῖα. Ἡ ἀπόφασις θὰ ἐκδοθῇ αὔριον. [265,1737,504,1779]
headline: ΔΕΝ ΘΑ ΧΡΗΜΑΤΟΔΟΤΗΘΟΥΝ ΘΕΑΤΡΙΚΑ ΣΥΓΚΡΟΤΗΜΑΤΑ [291,1138,477,1167]
byline: ΠΥΘ. ΡΗΓΟΠΟΥΛΟΣ [1463,1944,1560,1955]
article-text: ΣΕΡΡΑΙ, 21. — Ἤρχισεν ἡ συγκομιδὴ τοῦ βάμβακος εἰς τὴν πεδιάδα τῶν Σερρῶν. Ἡ παραγωγὴ ἀναμένεται ἱκανοποιητική. [713,1609,904,1639]
column-3 [515,10,904,2330]
headline: ΙΟΡΔΑΝΙΚΗ ΑΝΤΙΠΡΟΣΩΠΕΙΑ ΕΙΣ ΜΟΣΧΑΝ [918,609,1150,643]
article-text: ΜΟΣΧΑ, 21. — Ἐκυκλοφόρησαν νέα γραμματόσημα ἀφιερωμένα εἰς τὰς ἐνόπλους δυνάμεις τῆς Σοβιετικῆς Ἑνώσεως. [915,990,1152,1020]
article-text: ΑΘΗΝΑΙ, 21. — Ὁ Ὀργανισμὸς Τουρισμοῦ ἐνέκρινε τὴν ἐκτέλεσιν τουριστικῶν ἔργων τοπικῆς σημασίας εἰς διάφορα σημεῖα τῆς χώρας. [915,1204,1152,1235]
column-rule [510,10,511,2330]
article-text: ΦΛΩΡΙΝΑ, 21. — Ὑπὸ τὴν προεδρίαν τοῦ Νομάρχου συνῆλθεν ἡ ἐπιτροπὴ τουρισμοῦ καὶ ἀπεφάσισε τὴν ἐκτέλεσιν ἔργων διὰ τὴν ἀξιοποίησιν τῶν λιμνῶν τῆς περιοχῆς. [515,1609,706,1649]
headline: Η ΝΟΤΙΟΣ ΚΟΡΕΑ ΠΑΡΑ ΤΑΣ ΑΝΤΙΔΡΑΣΕΙΣ ΘΑ ΣΥΜΜΕΤΑΣΧΗ ΕΙΣ ΤΟΥΣ ΟΛΥΜΠΙΑΚΟΥΣ [17,1146,242,1194]
headline: ΑΙ ΤΙΜΑΙ ΤΗΣ ΛΙΡΑΣ ΚΑΙ ΤΩΝ ΑΛΛΩΝ ΧΡΥΣΩΝ ΝΟΜΙΣΜΑΤΩΝ [273,580,495,613]
subheadline: ΑΠΟ ΤΗΝ ΦΛΩΡΙΝΑΝ [546,1592,675,1608]
headline: ΑΠΟΛΕΣΑΝ ΚΟΣΜΗΜΑΤΑ [39,1736,220,1755]
article-text: Μὲ πρωτοβουλίαν τῆς Δασικῆς Ὑπηρεσίας ἐφυτεύθησαν χιλιάδες δενδρύλλια πεύκης εἰς τὴν περιοχὴν Σταυρουπόλεως, μὲ τὴν συμμετοχὴν μαθητῶν. [265,777,504,818]
article-text: Ἡ κ. Γεωργιάδου κατήγγειλεν εἰς τὴν Ἀστυνομίαν ὅτι ἀπώλεσε κοσμήματα μεγάλης ἀξίας, τὰ ὁποῖα εὑρίσκοντο ἐντὸς τσάντας. Παρακαλεῖται ὁ εὑρὼν νὰ τὰ παραδώσῃ εἰς τὸ πλησιέστερον ἀστυνομικὸν τμῆμα, ἔναντι ἀμοιβῆς. Ἡ Ἀστυνομία διενεργεῖ ἐρεύνας πρὸς ἀνεύρεσιν τῶν κοσμημάτων. [6,1756,253,1830]
article-text: Τὸ Ὑπουργεῖον ἐζήτησε στοιχεῖα διὰ τὰ ἐκτελεσθέντα ἔργα εἰς τὰς κοινότητας τοῦ νομοῦ. [265,1410,504,1431]
headline: Η ΥΠΕΡΑΣΠΙΣΙΣ [336,1721,432,1736]
headline: ΑΙ ΑΕΡΟΠΟΡΙΚΑΙ ΓΡΑΜΜΑΙ ΤΗΣ ΠΕΡΙΟΧΗΣ ΑΘΗΝΩΝ [922,1576,1146,1610]
subheadline: ΑΠΟ ΤΑΣ ΣΕΡΡΑΣ [756,1592,861,1608]
headline: ΤΟΥΡΙΣΤΙΚΑ ΕΡΓΑ ΤΟΠΙΚΗΣ ΣΗΜΑΣΙΑΣ [936,1169,1132,1203]
article-text: ΝΕΟΝ ΔΕΛΧΙ, 21. — Ὁ Πρωθυπουργὸς τῆς Μαλαισίας ἀφίκετο εἰς τὸ Νεπάλ διὰ ἐπίσημον ἐπίσκεψιν, κατὰ τὴν ὁποίαν θὰ συζητηθοῦν θέματα κοινοῦ ἐνδιαφέροντος. [915,860,1152,902]
headline: ΕΖΗΤΗΘΗΣΑΝ ΣΤΟΙΧΕΙΑ ΔΙ' ΕΚΤΕΛΕΣΘΕΝΤΑ ΕΡΓΑ [301,1381,467,1409]
column-4 [915,10,1152,2330]
article-text: Συνεχίσθη χθὲς ἐνώπιον τοῦ Δικαστηρίου ἡ ἐκδίκασις τῆς ὑποθέσεως τοῦ ναυαγίου τοῦ «Ἡρακλείου». Κατέθεσαν ἐπιζῶντες τῆς τραγωδίας, οἱ ὁποῖοι περιέγραψαν μὲ συγκλονιστικὰς λεπτομερείας τὰς στιγμὰς τῆς βυθίσεως τοῦ πλοίου. ΜΑΡΤΥΣ: Ἐκοιμώμην εἰς τὴν καμπίναν, ὅταν ἤκουσα ἰσχυρὸν κρότον. Τὸ πλοῖον ἔγειρε ἀποτόμως καὶ τὰ πάντα ἐσκοτείνιασαν. Ἐβγῆκα εἰς τὸ κατάστρωμα καὶ ἐπήδησα εἰς τὴν θάλασσαν. ΕΙΣΑΓΓΕΛΕΥΣ: Ὑπῆρχον σωσίβια; ΜΑΡΤΥΣ: Ὄχι ἀρκετά. Πολλοὶ ἐπιβάται δὲν εὗρον σωσίβιον. ΠΡΟΕΔΡΟΣ: Πόσον χρόνον παρέμεινες εἰς τὴν θάλασσαν; ΜΑΡΤΥΣ: Περίπου τρεῖς ὥρας μέχρις ὅτου μὲ περισυνέλεξε ἁλιευτικόν. Ἕτερος μάρτυς κατέθεσεν ὅτι τὰ φορτηγὰ αὐτοκίνητα ἐντὸς τοῦ γκαράζ δὲν ἦσαν καλῶς δεδεμένα καὶ μετεκινήθησαν κατὰ τὴν θαλασσοταραχήν, προκαλέσαντα τὴν κλίσιν τοῦ πλοίου. ΣΥΝΗΓΟΡΟΣ: Ἀντελήφθητε ἐὰν ἐδόθη σῆμα κινδύνου; ΜΑΡΤΥΣ: Δὲν γνωρίζω. Ἐπικρατοῦσε πανικός. Ἡ συνεδρίασις διεκόπη διὰ τὴν ἐπομένην. [1164,1460,1560,1597]
headline: ΕΡΓΑ ΥΔΡΕΥΣΕΩΣ ΕΙΣ ΤΗΝ ΑΡΤΑΝ [281,1226,487,1242]
headline: Ο ΠΡΩΘΥΠΟΥΡΓΟΣ ΤΗΣ ΜΑΛΑΙΣΙΑΣ ΕΙΣ ΤΟ ΝΕΠΑΛ [941,826,1126,859]
article-text: Κατὰ τὴν χθεσινὴν συνεδρίασιν τοῦ Χρηματιστηρίου αἱ τιμαὶ τῶν χρυσῶν νομισμάτων διεμορφώθησαν ὡς ἑξῆς: [265,614,504,646]
column-1 [6,10,253,2330]
headline: ΕΦΥΤΕΥΘΗΣΑΝ ΔΕΝΔΡΥΛΛΙΑ ΠΕΥΚΗΣ ΕΙΣ ΣΤΑΥΡΟΥΠΟΛΙΝ [282,743,486,776]
table-row: Ναπολ. κοινόν 325.00 [278,700,490,710]
column-rule [259,10,260,2330]
headline: ΚΑΝΟΝΤΟΝ ΔΙΑΤΙ ΤΟ ΛΙΜΠΕΡΤΥ «ΛΗΜΟΣ» ΣΥΝΕΧΙΣΕ ΚΑΝΟΝΙΚΩΣ ΤΟΝ ΠΛΟΥΝ ΜΕΤΑ ΤΗΝ ΣΥΓΚΡΟΥΣΙΝ ΜΕ ΤΟ «ΦΡΑΓΚΟΣ» [520,504,899,553]
article-text: Ἐκδηλωθεῖσα πυρκαγιὰ εἰς ἀποθήκην κατεσβέσθη ταχέως ὑπὸ τῆς Πυροσβεστικῆς Ὑπηρεσίας, χωρὶς νὰ προκληθοῦν ζημίαι. [915,1830,1152,1862]
headline: ΤΟ ΧΡΗΜΑΤΙΣΤΗΡΙΟΝ ΤΩΝ ΕΜΠΟΡΕΥΜΑΤΩΝ [589,1264,830,1305]
article-text: Οἱ ἀγροφύλακες τῆς περιφερείας ἐκφράζουν τὰς εὐχαριστίας των πρὸς τὸν Ὑπουργὸν διὰ τὴν ἱκανοποίησιν τῶν αἰτημάτων των. [6,1014,253,1046]
